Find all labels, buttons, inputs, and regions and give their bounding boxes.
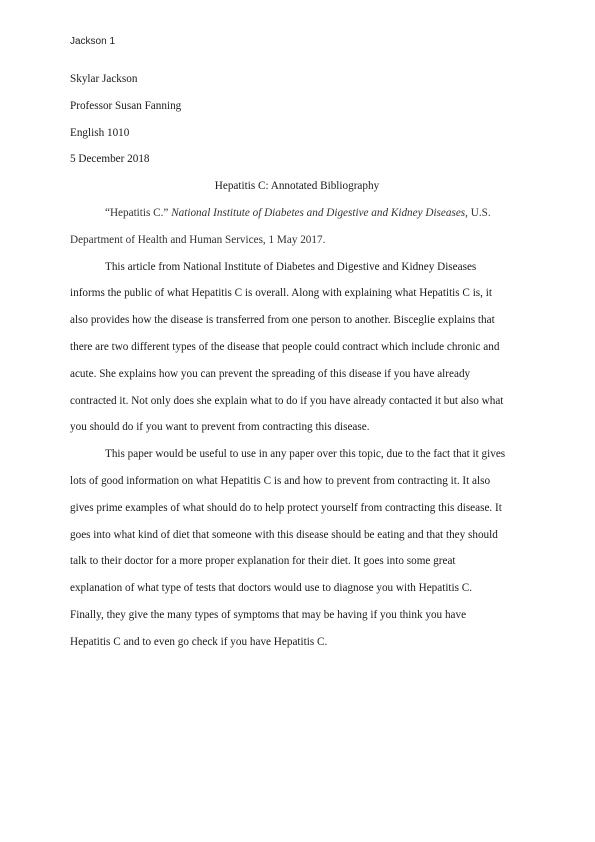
document-title: Hepatitis C: Annotated Bibliography (214, 180, 380, 193)
citation-source: National Institute of Diabetes and Digestive and Kidney Diseases (171, 206, 466, 219)
citation-article-title: “Hepatitis C.” (105, 206, 169, 219)
paragraph-2-line: gives prime examples of what should do to help protect yourself from contracting this disease. It (70, 501, 502, 514)
date: 5 December 2018 (70, 153, 150, 166)
professor-name: Professor Susan Fanning (70, 99, 182, 112)
paragraph-1-line: also provides how the disease is transferred from one person to another. Bisceglie explains that (70, 314, 495, 327)
paragraph-2-line: lots of good information on what Hepatitis C is and how to prevent from contracting it. It also (70, 474, 491, 487)
course-name: English 1010 (70, 126, 130, 139)
citation-line-2: Department of Health and Human Services, 1 May 2017. (70, 233, 326, 246)
paragraph-2-line: goes into what kind of diet that someone with this disease should be eating and that they should (70, 528, 498, 541)
paragraph-1-line: you should do if you want to prevent from contracting this disease. (70, 421, 370, 434)
author-name: Skylar Jackson (70, 73, 138, 85)
paragraph-1-line: contracted it. Not only does she explain what to do if you have already contacted it but also what (70, 394, 504, 407)
paragraph-2-line: This paper would be useful to use in any paper over this topic, due to the fact that it gives (105, 448, 506, 461)
paragraph-2-line: Finally, they give the many types of symptoms that may be having if you think you have (70, 608, 467, 621)
document-body (70, 66, 524, 656)
paragraph-1-line: there are two different types of the disease that people could contract which include chronic and (70, 340, 500, 353)
paragraph-2-line: explanation of what type of tests that doctors would use to diagnose you with Hepatitis C. (70, 582, 473, 595)
paragraph-1-line: This article from National Institute of Diabetes and Digestive and Kidney Diseases (105, 260, 477, 273)
paragraph-1-line: informs the public of what Hepatitis C is overall. Along with explaining what Hepatitis C is, it (70, 287, 492, 300)
annotation-paragraphs (70, 254, 524, 656)
paragraph-2-line: talk to their doctor for a more proper explanation for their diet. It goes into some great (70, 555, 456, 568)
citation (70, 200, 524, 227)
running-head: Jackson 1 (70, 36, 116, 47)
citation-rest: , U.S. (465, 206, 491, 219)
paragraph-1-line: acute. She explains how you can prevent the spreading of this disease if you have already (70, 367, 471, 380)
paragraph-2-line: Hepatitis C and to even go check if you have Hepatitis C. (70, 635, 328, 648)
